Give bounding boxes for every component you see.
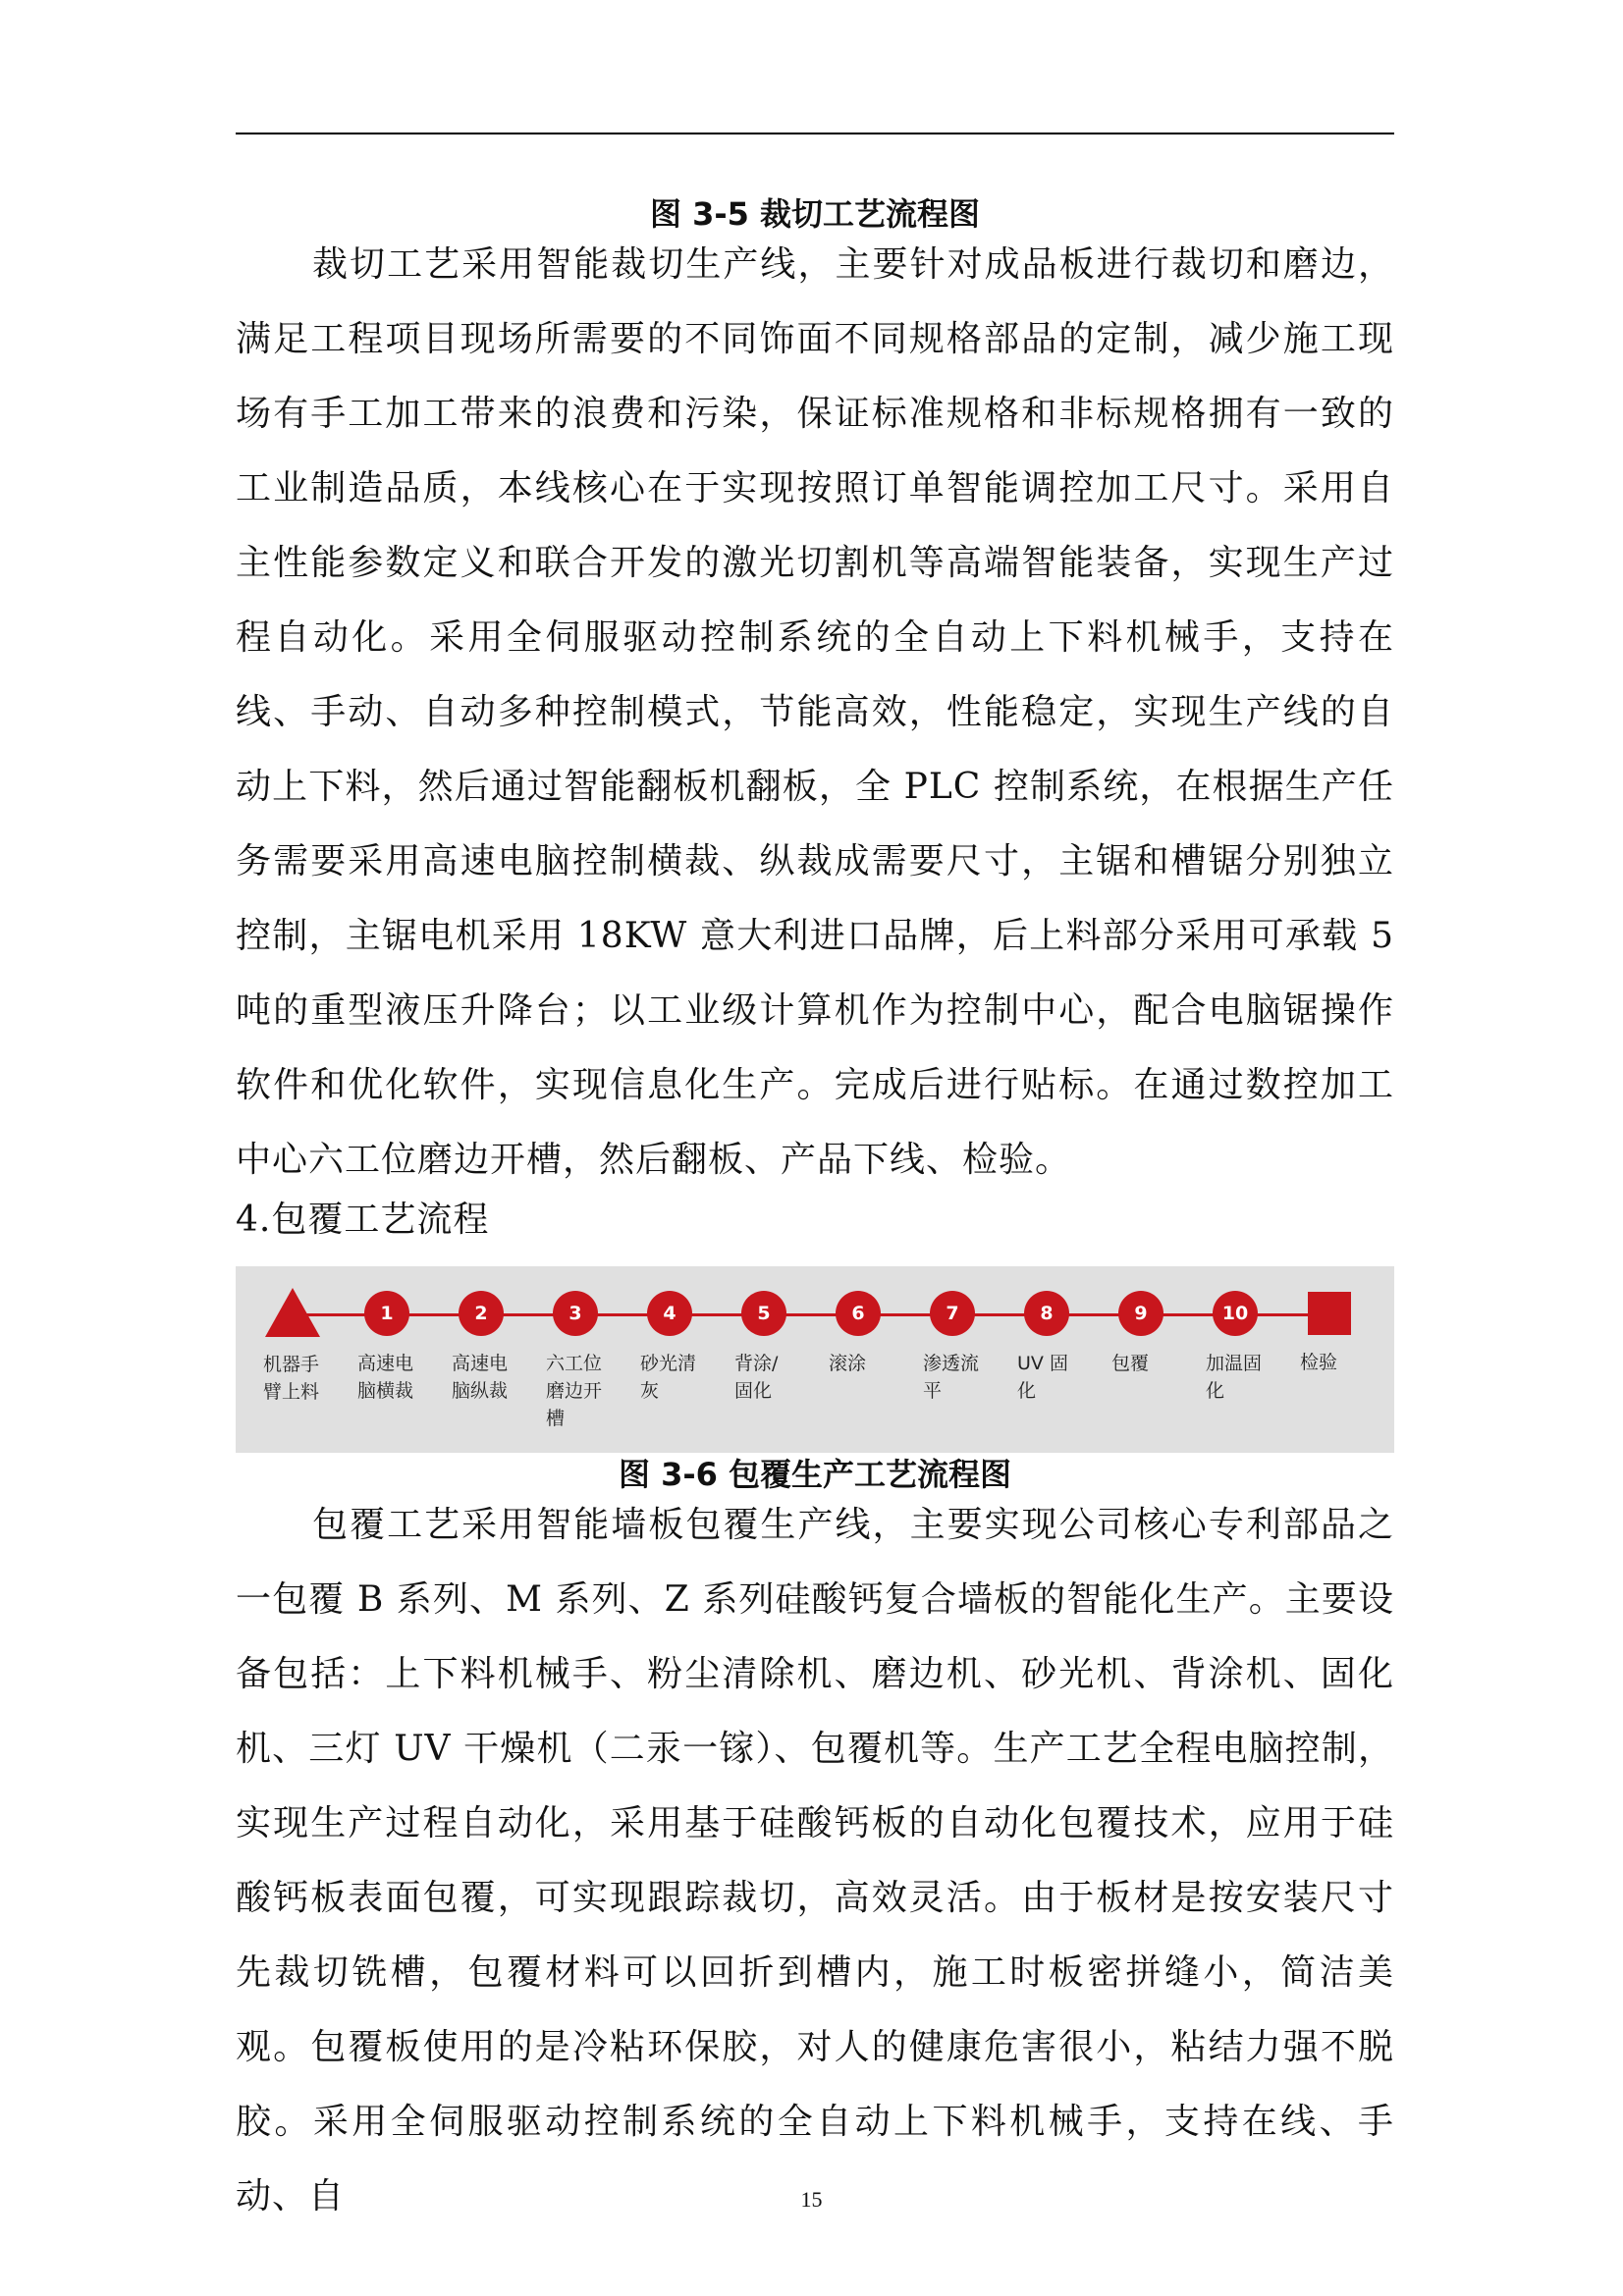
flow-step bbox=[821, 1266, 895, 1377]
flow-step-label: 机器手臂上料 bbox=[263, 1354, 320, 1403]
flow-step-label: 高速电脑纵裁 bbox=[452, 1353, 509, 1402]
step-number-badge: 4 bbox=[647, 1291, 692, 1336]
flow-step-label: 包覆 bbox=[1111, 1353, 1150, 1374]
flow-step-label: 六工位磨边开槽 bbox=[546, 1353, 603, 1429]
flow-step bbox=[444, 1266, 518, 1405]
figure-3-5-caption: 图 3-5 裁切工艺流程图 bbox=[649, 195, 981, 233]
coating-process-paragraph: 包覆工艺采用智能墙板包覆生产线，主要实现公司核心专利部品之一包覆 B 系列、M 系列、Z 系列硅酸钙复合墙板的智能化生产。主要设备包括：上下料机械手、粉尘清除机、磨边机、砂光机、背涂机、固化机、三灯 UV 干燥机（二汞一镓）、包覆机等。生产工艺全程电脑控制，实现生产过程自动化，采用基于硅酸钙板的自动化包覆技术，应用于硅酸钙板表面包覆，可实现跟踪裁切，高效灵活。由于板材是按安装尺寸先裁切铣槽，包覆材料可以回折到槽内，施工时板密拼缝小，简洁美观。包覆板使用的是冷粘环保胶，对人的健康危害很小，粘结力强不脱胶。采用全伺服驱动控制系统的全自动上下料机械手，支持在线、手动、自 bbox=[236, 1505, 1394, 2216]
step-number-badge: 3 bbox=[553, 1291, 598, 1336]
flow-step bbox=[1009, 1266, 1084, 1405]
step-number-badge: 2 bbox=[459, 1291, 504, 1336]
flow-step bbox=[1104, 1266, 1178, 1377]
flow-step-label: 高速电脑横裁 bbox=[357, 1353, 414, 1402]
step-number-badge: 6 bbox=[836, 1291, 881, 1336]
step-number-badge: 1 bbox=[364, 1291, 409, 1336]
step-number-badge: 9 bbox=[1118, 1291, 1163, 1336]
flow-step-label: 渗透流平 bbox=[923, 1353, 980, 1402]
step-number-badge: 7 bbox=[930, 1291, 975, 1336]
page-number: 15 bbox=[800, 2187, 823, 2212]
flow-step bbox=[915, 1266, 990, 1405]
step-number-badge: 8 bbox=[1024, 1291, 1069, 1336]
flow-step-label: UV 固化 bbox=[1017, 1353, 1068, 1402]
figure-3-6-caption: 图 3-6 包覆生产工艺流程图 bbox=[618, 1456, 1012, 1493]
flow-step bbox=[350, 1266, 424, 1405]
step-number-badge: 5 bbox=[741, 1291, 786, 1336]
flow-step bbox=[632, 1266, 707, 1405]
flow-step-label: 背涂/固化 bbox=[734, 1353, 779, 1402]
section-heading-coating-process: 4.包覆工艺流程 bbox=[236, 1200, 490, 1240]
flow-step-label: 检验 bbox=[1300, 1352, 1338, 1373]
step-number-badge: 10 bbox=[1213, 1291, 1258, 1336]
cutting-process-paragraph: 裁切工艺采用智能裁切生产线，主要针对成品板进行裁切和磨边，满足工程项目现场所需要的不同饰面不同规格部品的定制，减少施工现场有手工加工带来的浪费和污染，保证标准规格和非标规格拥有一致的工业制造品质，本线核心在于实现按照订单智能调控加工尺寸。采用自主性能参数定义和联合开发的激光切割机等高端智能装备，实现生产过程自动化。采用全伺服驱动控制系统的全自动上下料机械手，支持在线、手动、自动多种控制模式，节能高效，性能稳定，实现生产线的自动上下料，然后通过智能翻板机翻板，全 PLC 控制系统，在根据生产任务需要采用高速电脑控制横裁、纵裁成需要尺寸，主锯和槽锯分别独立控制，主锯电机采用 18KW 意大利进口品牌，后上料部分采用可承载 5 吨的重型液压升降台；以工业级计算机作为控制中心，配合电脑锯操作软件和优化软件，实现信息化生产。完成后进行贴标。在通过数控加工中心六工位磨边开槽，然后翻板、产品下线、检验。 bbox=[236, 244, 1394, 1180]
flow-step bbox=[727, 1266, 801, 1405]
square-end-icon bbox=[1308, 1292, 1351, 1335]
flow-step-label: 滚涂 bbox=[829, 1353, 867, 1374]
flow-step bbox=[255, 1266, 330, 1406]
header-rule bbox=[236, 133, 1394, 134]
flow-step bbox=[1292, 1266, 1367, 1376]
flow-step bbox=[538, 1266, 613, 1432]
flow-step-label: 加温固化 bbox=[1206, 1353, 1263, 1402]
flow-step bbox=[1198, 1266, 1272, 1405]
flow-step-label: 砂光清灰 bbox=[640, 1353, 697, 1402]
triangle-start-icon bbox=[265, 1288, 320, 1337]
coating-process-flowchart bbox=[236, 1266, 1394, 1453]
